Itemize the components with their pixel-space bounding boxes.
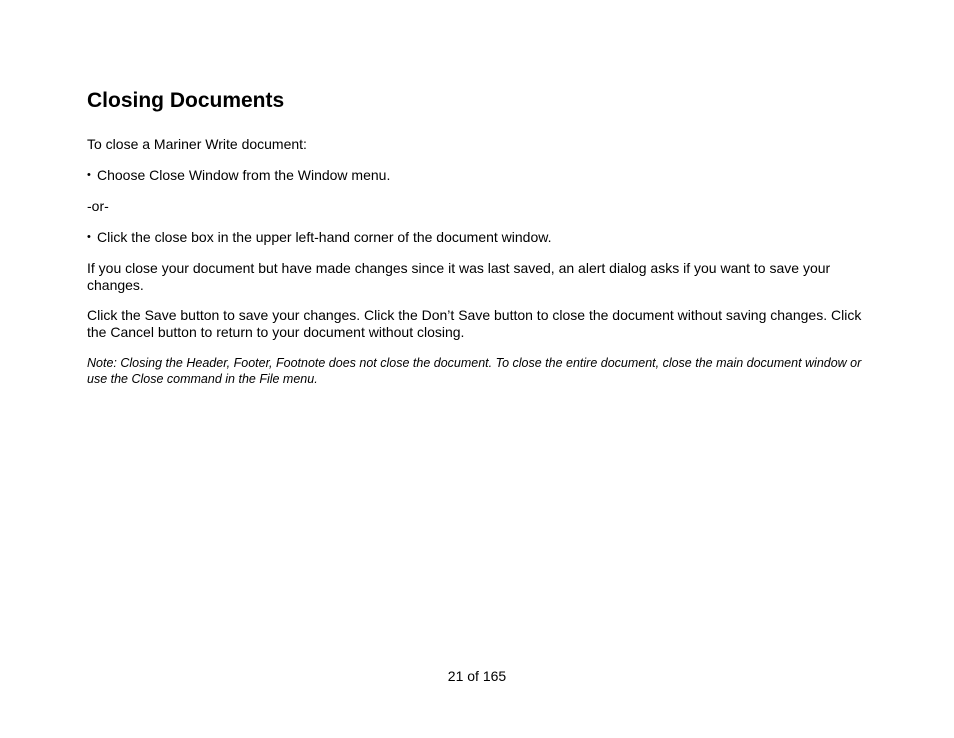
page-title: Closing Documents (87, 89, 285, 112)
page-number: 21 of 165 (447, 668, 507, 684)
intro-paragraph: To close a Mariner Write document: (87, 136, 307, 152)
save-options-paragraph: Click the Save button to save your changes. Click the Don’t Save button to close the document without saving changes. Click the Cancel button to return to your document without closing. (87, 307, 862, 340)
bullet-icon: • (87, 169, 91, 181)
note-paragraph: Note: Closing the Header, Footer, Footnote does not close the document. To close the entire document, close the main document window or use the Close command in the File menu. (87, 356, 862, 386)
or-separator: -or- (87, 198, 109, 214)
bullet-icon: • (87, 231, 91, 243)
list-item-text: Click the close box in the upper left-hand corner of the document window. (97, 229, 552, 245)
list-item-text: Choose Close Window from the Window menu. (97, 167, 391, 183)
document-content (87, 88, 867, 387)
unsaved-changes-paragraph: If you close your document but have made changes since it was last saved, an alert dialog asks if you want to save your changes. (87, 260, 831, 293)
list-item (87, 167, 867, 184)
list-item (87, 229, 867, 246)
